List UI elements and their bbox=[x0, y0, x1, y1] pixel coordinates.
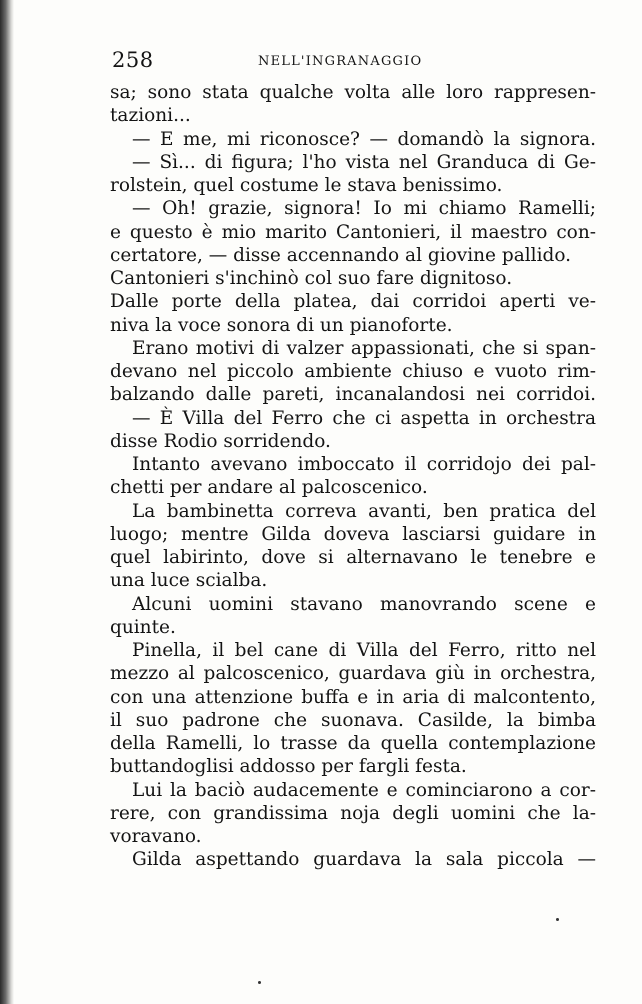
text-line: balzando dalle pareti, incanalandosi nei corridoi. bbox=[110, 384, 596, 406]
text-line: luogo; mentre Gilda doveva lasciarsi guidare in bbox=[110, 523, 596, 545]
text-line: una luce scialba. bbox=[110, 570, 268, 592]
text-line: chetti per andare al palcoscenico. bbox=[110, 477, 428, 499]
text-line: disse Rodio sorridendo. bbox=[110, 430, 331, 452]
paper-speck bbox=[556, 918, 559, 921]
text-line: devano nel piccolo ambiente chiuso e vuoto rim- bbox=[110, 361, 596, 382]
text-line: Intanto avevano imboccato il corridojo dei pal- bbox=[132, 454, 596, 475]
text-line: quinte. bbox=[110, 616, 176, 638]
text-line: rere, con grandissima noja degli uomini che la- bbox=[110, 802, 596, 824]
text-line: Erano motivi di valzer appassionati, che si span- bbox=[132, 337, 596, 359]
text-line: con una attenzione buffa e in aria di malcontento, bbox=[110, 686, 596, 708]
text-line: il suo padrone che suonava. Casilde, la bimba bbox=[110, 709, 596, 731]
body-text bbox=[110, 81, 596, 872]
paper-speck bbox=[258, 981, 261, 984]
text-line: Gilda aspettando guardava la sala piccola — bbox=[132, 849, 596, 871]
text-line: niva la voce sonora di un pianoforte. bbox=[110, 314, 453, 336]
spine-shadow bbox=[0, 0, 14, 1004]
text-line: voravano. bbox=[110, 826, 202, 847]
text-line: — E me, mi riconosce? — domandò la signora. bbox=[132, 128, 596, 150]
text-line: — Sì... di figura; l'ho vista nel Granduca di Ge- bbox=[132, 151, 596, 173]
running-title: NELL'INGRANAGGIO bbox=[258, 54, 423, 69]
text-line: certatore, — disse accennando al giovine pallido. bbox=[110, 244, 572, 266]
text-line: La bambinetta correva avanti, ben pratica del bbox=[132, 500, 596, 522]
text-line: tazioni... bbox=[110, 105, 191, 127]
page-header bbox=[110, 48, 600, 78]
text-line: sa; sono stata qualche volta alle loro rappresen- bbox=[110, 82, 596, 103]
page-number: 258 bbox=[112, 48, 154, 72]
text-line: Lui la baciò audacemente e cominciarono a cor- bbox=[132, 779, 596, 801]
text-line: Cantonieri s'inchinò col suo fare dignitoso. bbox=[110, 268, 513, 289]
text-line: — È Villa del Ferro che ci aspetta in orchestra bbox=[132, 407, 596, 429]
text-line: buttandoglisi addosso per fargli festa. bbox=[110, 756, 467, 778]
text-line: Alcuni uomini stavano manovrando scene e bbox=[132, 593, 596, 615]
text-line: Dalle porte della platea, dai corridoi aperti ve- bbox=[110, 291, 596, 313]
text-line: — Oh! grazie, signora! Io mi chiamo Ramelli; bbox=[132, 198, 596, 220]
text-line: e questo è mio marito Cantonieri, il maestro con- bbox=[110, 221, 596, 243]
text-line: quel labirinto, dove si alternavano le tenebre e bbox=[110, 547, 596, 568]
text-line: della Ramelli, lo trasse da quella contemplazione bbox=[110, 733, 596, 754]
text-line: rolstein, quel costume le stava benissimo. bbox=[110, 175, 503, 196]
text-line: mezzo al palcoscenico, guardava giù in orchestra, bbox=[110, 663, 596, 685]
text-line: Pinella, il bel cane di Villa del Ferro, ritto nel bbox=[132, 640, 596, 661]
